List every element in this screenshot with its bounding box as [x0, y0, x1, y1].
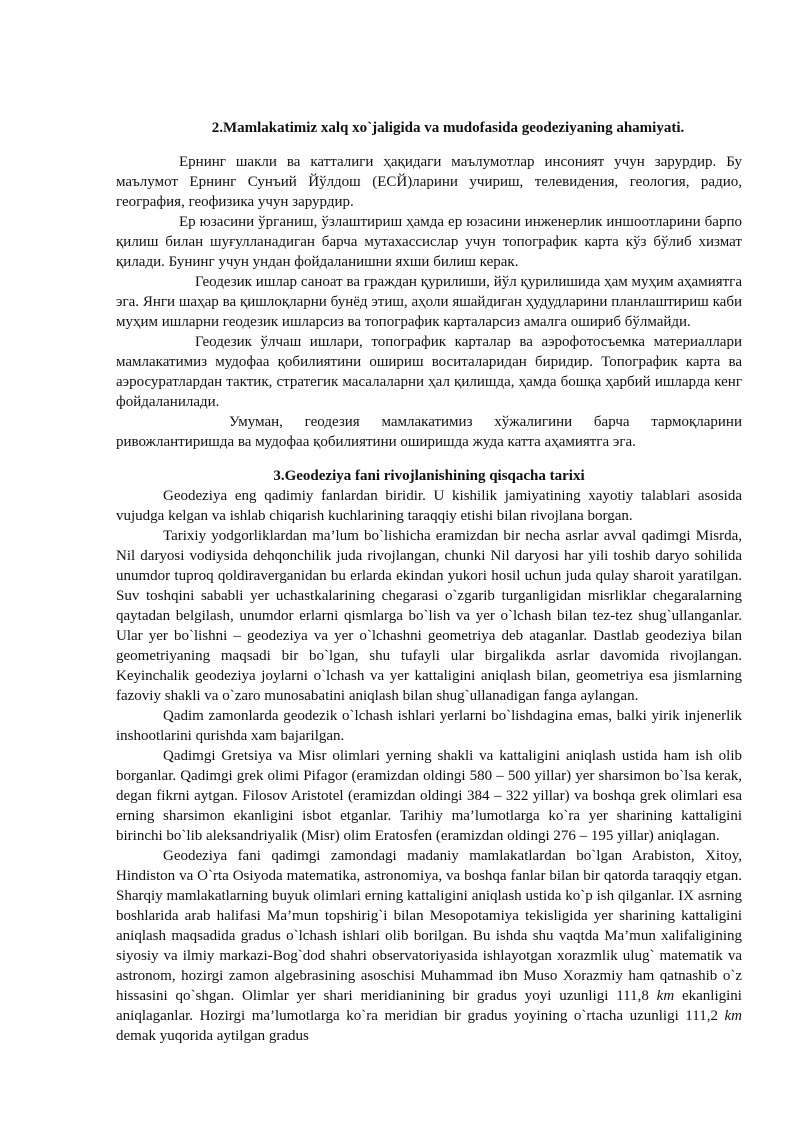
document-page — [116, 118, 742, 1046]
paragraph: Умуман, геодезия мамлакатимиз хўжалигини барча тармоқларини ривожлантиришда ва мудофаа қобилиятини оширишда жуда катта аҳамиятга эга. — [116, 414, 742, 450]
unit-km: km — [724, 1008, 742, 1024]
paragraph: Qadimgi Gretsiya va Misr olimlari yerning shakli va kattaligini aniqlash ustida ham ish olib borganlar. Qadimgi grek olimi Pifagor (eramizdan oldingi 580 – 500 yillar) yer sharsimon bo`lsa kerak, degan fikrni aytgan. Filosov Aristotel (eramizdan oldingi 384 – 322 yillar) va boshqa grek olimlari esa erning sharsimon ekanligini isbot etganlar. Tarihiy ma’lumotlarga ko`ra yer sharining kattaligini birinchi bo`lib aleksandriyalik (Misr) olim Eratosfen (eramizdan oldingi 276 – 195 yillar) aniqlagan. — [116, 748, 742, 844]
paragraph: Геодезик ишлар саноат ва граждан қурилиши, йўл қурилишида ҳам муҳим аҳамиятга эга. Янги шаҳар ва қишлоқларни бунёд этиш, аҳоли яшайдиган ҳудудларини планлаштириш каби муҳим ишларни геодезик ишларсиз ва топографик карталарсиз амалга ошириб бўлмайди. — [116, 274, 742, 330]
unit-km: km — [656, 988, 675, 1004]
paragraph: Ернинг шакли ва катталиги ҳақидаги маълумотлар инсоният учун зарурдир. Бу маълумот Ернинг Сунъий Йўлдош (ЕСЙ)ларини учириш, телевидения, геология, радио, география, геофизика учун зарурдир. — [116, 154, 742, 210]
paragraph: Tarixiy yodgorliklardan ma’lum bo`lishicha eramizdan bir necha asrlar avval qadimgi Misrda, Nil daryosi vodiysida dehqonchilik juda rivojlangan, chunki Nil daryosi har yili toshib daryo sohilida unumdor tuproq qoldiraverganidan bu erlarda ekindan yukori hosil uchun juda qulay sharoit yaratilgan. Suv toshqini sababli yer uchastkalarining chegarasi o`zgarib turganligidan misrliklar chegaralarning qaytadan belgilash, unumdor erlarni qismlarga bo`lish va yer o`lchash bilan tez-tez shug`ullanganlar. Ular yer bo`lishni – geodeziya va yer o`lchashni geometriya deb ataganlar. Dastlab geodeziya bilan geometriyaning maqsadi bir bo`lgan, shu tufayli ular birgalikda asrlar davomida rivojlangan. Keyinchalik geodeziya joylarni o`lchash va yer kattaligini aniqlash bilan, geometriya esa jismlarning fazoviy shakli va o`zaro munosabatini aniqlash bilan shug`ullanadigan fanga aylangan. — [116, 528, 742, 704]
paragraph: Geodeziya eng qadimiy fanlardan biridir. U kishilik jamiyatining xayotiy talablari asosida vujudga kelgan va ishlab chiqarish kuchlarining taraqqiy etishi bilan rivojlana borgan. — [116, 488, 742, 524]
paragraph-text: Geodeziya fani qadimgi zamondagi madaniy mamlakatlardan bo`lgan Arabiston, Xitoy, Hindiston va O`rta Osiyoda matematika, astronomiya, va boshqa fanlar bilan bir qatorda taraqqiy etgan. Sharqiy mamlakatlarning buyuk olimlari erning kattaligini aniqlash ustida ko`p ish qilganlar. IX asrning boshlarida arab halifasi Ma’mun topshirig`i bilan Mesopotamiya tekisligida yer sharining kattaligini aniqlash maqsadida gradus o`lchash ishlari olib borilgan. Bu ishda shu vaqtda Ma’mun xalifaligining siyosiy va ilmiy markazi-Bog`dod shahri observatoriyasida ishlayotgan xorazmlik ulug` matematik va astronom, hozirgi zamon algebrasining asoschisi Muhammad ibn Muso Xorazmiy ham qatnashib o`z hissasini qo`shgan. Olimlar yer shari meridianining bir gradus yoyi uzunligi 111,8 — [116, 848, 742, 1004]
paragraph: Геодезик ўлчаш ишлари, топографик карталар ва аэрофотосъемка материаллари мамлакатимиз мудофаа қобилиятини ошириш воситаларидан биридир. Топографик карта ва аэросуратлардан тактик, стратегик масалаларни ҳал қилишда, ҳамда бошқа ҳарбий ишларда кенг фойдаланилади. — [116, 334, 742, 410]
paragraph-text: demak yuqorida aytilgan gradus — [116, 1028, 309, 1044]
paragraph-text: ekanligini aniqlaganlar. Hozirgi ma’lumotlarga ko`ra meridian bir gradus yoyining o`rtacha uzunligi 111,2 — [116, 988, 742, 1024]
section-3-heading: 3.Geodeziya fani rivojlanishining qisqacha tarixi — [273, 468, 585, 484]
section-2-heading: 2.Mamlakatimiz xalq xo`jaligida va mudofasida geodeziyaning ahamiyati. — [211, 120, 685, 136]
paragraph — [116, 846, 742, 1046]
paragraph: Ер юзасини ўрганиш, ўзлаштириш ҳамда ер юзасини инженерлик иншоотларини барпо қилиш билан шуғулланадиган барча мутахассислар учун топографик карта кўз бўлиб хизмат қилади. Бунинг учун ундан фойдаланишни яхши билиш керак. — [116, 214, 742, 270]
paragraph: Qadim zamonlarda geodezik o`lchash ishlari yerlarni bo`lishdagina emas, balki yirik injenerlik inshootlarini qurishda xam bajarilgan. — [116, 708, 742, 744]
